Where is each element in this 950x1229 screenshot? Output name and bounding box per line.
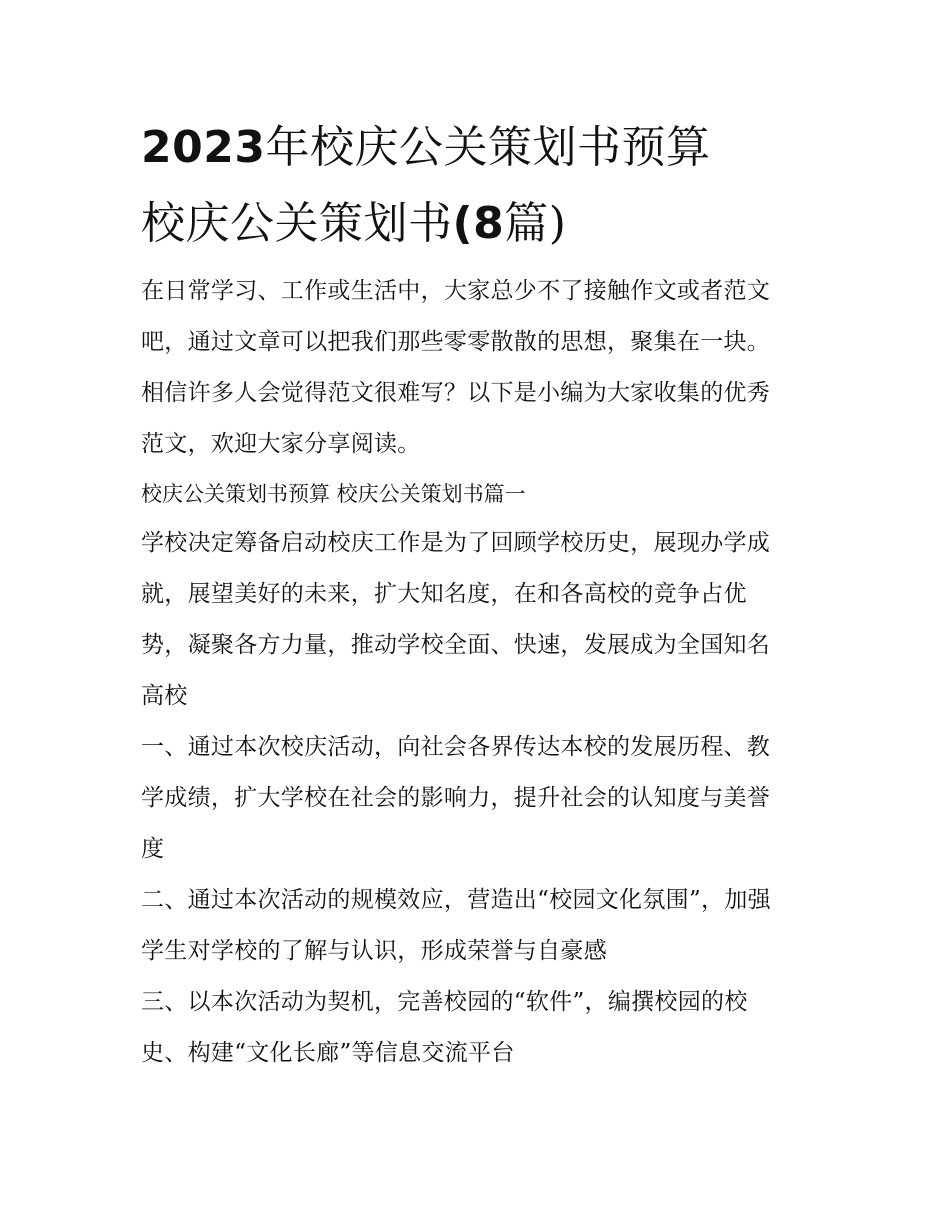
title-count: (8: [452, 198, 505, 249]
body-line: 学生对学校的了解与认识，形成荣誉与自豪感: [141, 938, 607, 964]
body-line: 就，展望美好的未来，扩大知名度，在和各高校的竞争占优: [141, 581, 747, 607]
title-text-2a: 校庆公关策划书: [141, 198, 453, 249]
document-title-line-2: [141, 186, 821, 262]
body-line: 势，凝聚各方力量，推动学校全面、快速，发展成为全国知名: [141, 632, 771, 658]
body-line: 学校决定筹备启动校庆工作是为了回顾学校历史，展现办学成: [141, 530, 771, 556]
body-line: 学成绩，扩大学校在社会的影响力，提升社会的认知度与美誉: [141, 785, 771, 811]
title-text-2b: 篇): [504, 198, 567, 249]
body-line: 在日常学习、工作或生活中，大家总少不了接触作文或者范文: [141, 278, 771, 304]
body-line: 二、通过本次活动的规模效应，营造出“校园文化氛围”，加强: [141, 887, 771, 913]
document-content: [141, 110, 821, 1079]
body-line: 度: [141, 836, 165, 862]
body-line: 范文，欢迎大家分享阅读。: [141, 431, 421, 457]
section-heading: 校庆公关策划书预算 校庆公关策划书篇一: [141, 482, 526, 506]
body-line: 相信许多人会觉得范文很难写？以下是小编为大家收集的优秀: [141, 380, 771, 406]
title-text-1: 年校庆公关策划书预算: [265, 122, 711, 173]
title-year: 2023: [141, 122, 266, 173]
body-line: 史、构建“文化长廊”等信息交流平台: [141, 1040, 515, 1066]
body-line: 一、通过本次校庆活动，向社会各界传达本校的发展历程、教: [141, 734, 771, 760]
body-line: 三、以本次活动为契机，完善校园的“软件”，编撰校园的校: [141, 989, 748, 1015]
body-line: 高校: [141, 683, 188, 709]
document-title-line-1: [141, 110, 821, 186]
body-line: 吧，通过文章可以把我们那些零零散散的思想，聚集在一块。: [141, 329, 771, 355]
